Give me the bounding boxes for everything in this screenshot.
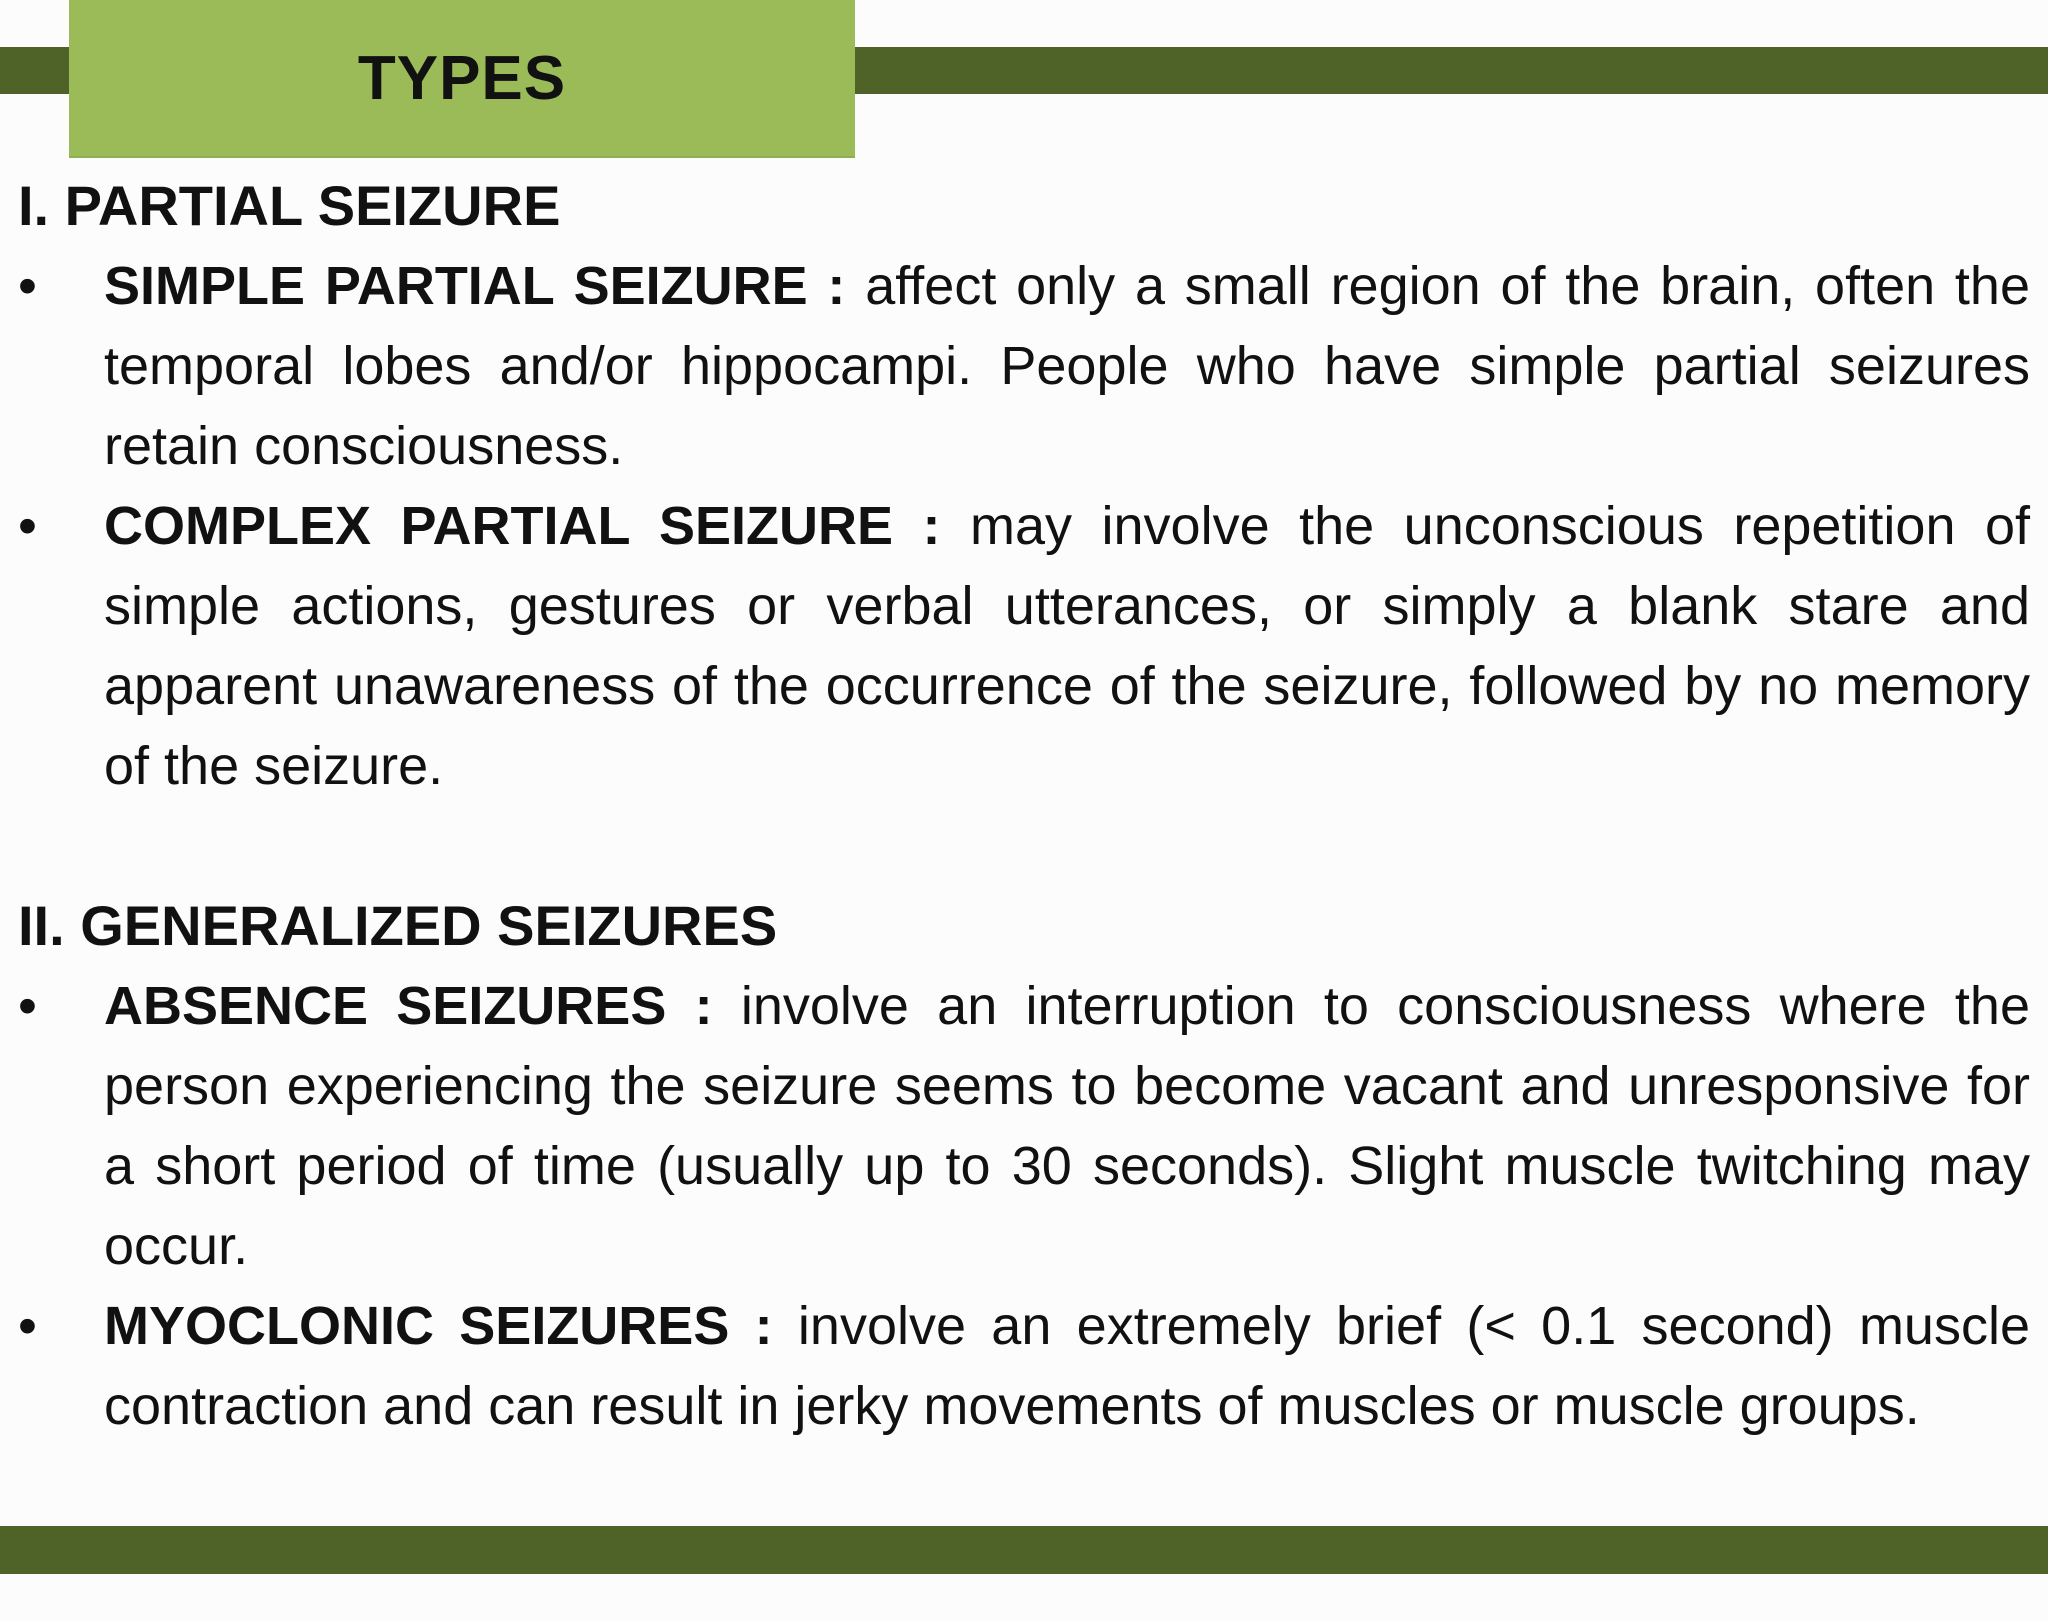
slide-title: TYPES <box>357 44 567 113</box>
description-myoclonic: involve an extremely brief (< 0.1 second) muscle contraction and can result in jerky movements of muscles or muscle groups. <box>104 1296 2030 1436</box>
title-box <box>69 0 855 158</box>
bullet-icon: • <box>18 976 37 1036</box>
list-item-simple-partial <box>18 246 2030 486</box>
section-heading-generalized: II. GENERALIZED SEIZURES <box>18 894 778 957</box>
term-complex-partial: COMPLEX PARTIAL SEIZURE : <box>104 496 941 556</box>
list-item-complex-partial <box>18 486 2030 806</box>
term-simple-partial: SIMPLE PARTIAL SEIZURE : <box>104 256 846 316</box>
description-simple-partial: affect only a small region of the brain, often the temporal lobes and/or hippocampi. People who have simple partial seizures retain consciousness. <box>104 256 2030 476</box>
description-complex-partial: may involve the unconscious repetition of simple actions, gestures or verbal utterances, or simply a blank stare and apparent unawareness of the occurrence of the seizure, followed by no memory of the seizure. <box>104 496 2031 796</box>
term-absence: ABSENCE SEIZURES : <box>104 976 713 1036</box>
bullet-icon: • <box>18 256 37 316</box>
bullet-icon: • <box>18 496 37 556</box>
bullet-icon: • <box>18 1296 37 1356</box>
slide-content <box>18 166 2030 1446</box>
section-heading-partial: I. PARTIAL SEIZURE <box>18 174 561 237</box>
description-absence: involve an interruption to consciousness where the person experiencing the seizure seems to become vacant and unresponsive for a short period of time (usually up to 30 seconds). Slight muscle twitching may occur. <box>104 976 2030 1276</box>
generalized-seizure-list <box>18 966 2030 1446</box>
partial-seizure-list <box>18 246 2030 806</box>
list-item-absence <box>18 966 2030 1286</box>
list-item-myoclonic <box>18 1286 2030 1446</box>
term-myoclonic: MYOCLONIC SEIZURES : <box>104 1296 773 1356</box>
bottom-accent-bar <box>0 1526 2048 1574</box>
